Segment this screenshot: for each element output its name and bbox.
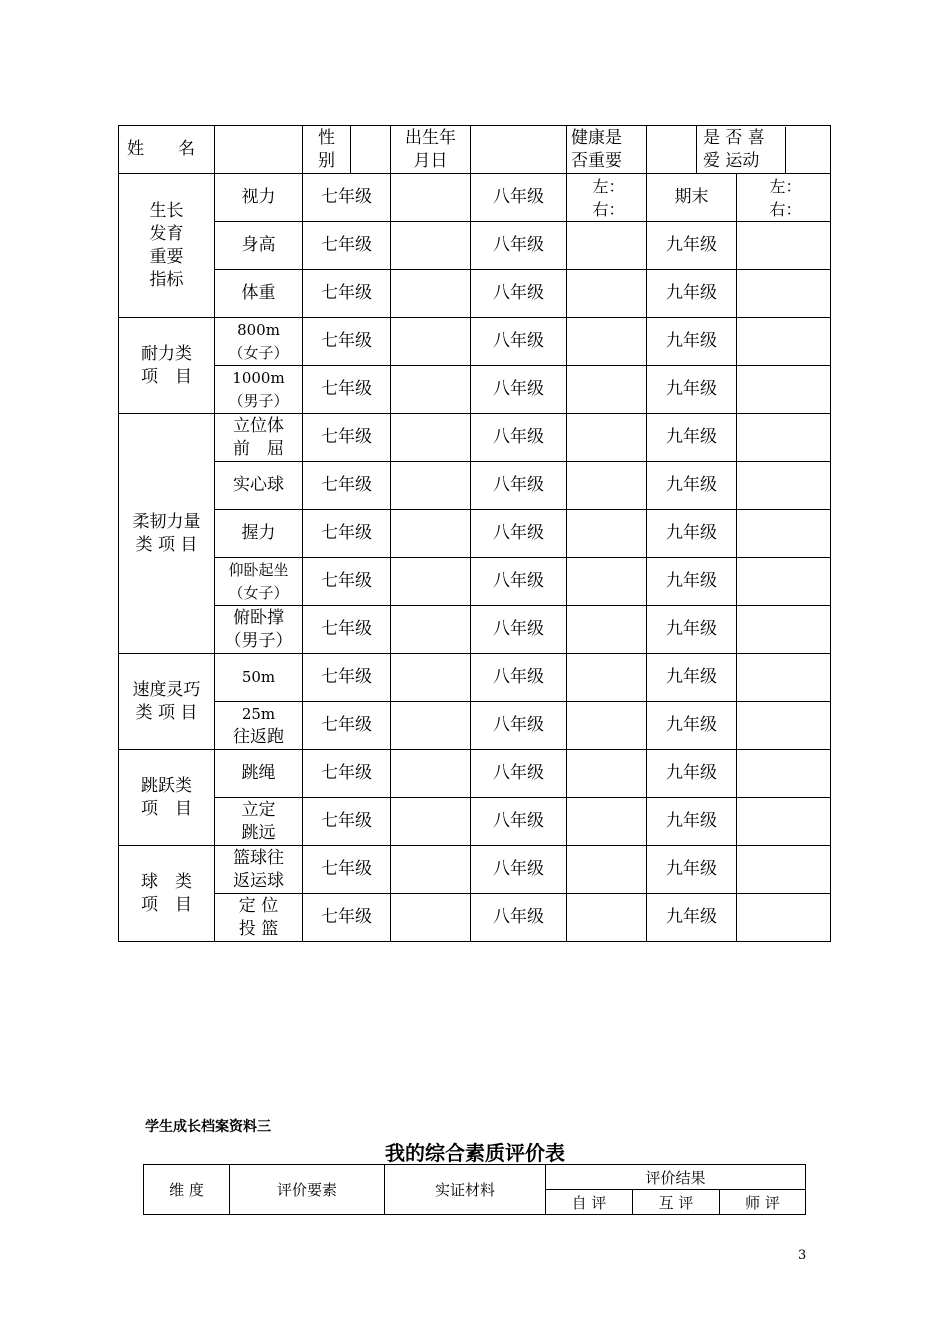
row-situps — [119, 558, 831, 606]
row-grip — [119, 510, 831, 558]
item-label: 50m — [215, 654, 303, 702]
page-number: 3 — [798, 1248, 807, 1263]
item-label: 立位体 前 屈 — [215, 414, 303, 462]
grade8-label: 八年级 — [471, 558, 567, 606]
grade9-value[interactable] — [737, 558, 831, 606]
grade7-value[interactable] — [391, 846, 471, 894]
item-label: 跳绳 — [215, 750, 303, 798]
grade8-label: 八年级 — [471, 414, 567, 462]
grade7-label: 七年级 — [303, 222, 391, 270]
grade7-value[interactable] — [391, 270, 471, 318]
grade7-value[interactable] — [391, 558, 471, 606]
group-endurance: 耐力类 项 目 — [119, 318, 215, 414]
grade8-value[interactable] — [567, 846, 647, 894]
grade8-value[interactable] — [567, 510, 647, 558]
grade8-label: 八年级 — [471, 318, 567, 366]
grade9-value[interactable] — [737, 750, 831, 798]
sport-cell — [697, 126, 831, 174]
grade9-value[interactable] — [737, 414, 831, 462]
health-label: 健康是 否重要 — [567, 126, 647, 174]
grade9-label: 九年级 — [647, 702, 737, 750]
grade7-label: 七年级 — [303, 462, 391, 510]
group-growth: 生长 发育 重要 指标 — [119, 174, 215, 318]
grade9-value[interactable] — [737, 462, 831, 510]
item-label: 25m 往返跑 — [215, 702, 303, 750]
grade7-label: 七年级 — [303, 894, 391, 942]
grade8-value[interactable] — [567, 702, 647, 750]
grade7-value[interactable] — [391, 366, 471, 414]
grade7-label: 七年级 — [303, 174, 391, 222]
item-label: 定 位 投 篮 — [215, 894, 303, 942]
grade9-value[interactable] — [737, 798, 831, 846]
grade8-value[interactable] — [567, 462, 647, 510]
grade7-value[interactable] — [391, 462, 471, 510]
grade7-label: 七年级 — [303, 318, 391, 366]
item-label: 视力 — [215, 174, 303, 222]
row-800m — [119, 318, 831, 366]
grade8-label: 八年级 — [471, 654, 567, 702]
grade7-label: 七年级 — [303, 702, 391, 750]
grade7-label: 七年级 — [303, 270, 391, 318]
grade8-value[interactable] — [567, 654, 647, 702]
grade7-value[interactable] — [391, 654, 471, 702]
grade9-value[interactable] — [737, 702, 831, 750]
grade8-label: 八年级 — [471, 606, 567, 654]
item-label: 仰卧起坐 （女子） — [215, 558, 303, 606]
grade8-label: 八年级 — [471, 510, 567, 558]
grade8-label: 八年级 — [471, 222, 567, 270]
evaluation-table — [143, 1164, 806, 1215]
grade7-label: 七年级 — [303, 558, 391, 606]
row-sit-reach — [119, 414, 831, 462]
grade8-value[interactable] — [567, 270, 647, 318]
grade7-label: 七年级 — [303, 846, 391, 894]
grade7-label: 七年级 — [303, 750, 391, 798]
sport-label: 是 否 喜 爱 运动 — [703, 127, 765, 171]
header-row — [119, 126, 831, 174]
item-label: 握力 — [215, 510, 303, 558]
grade7-value[interactable] — [391, 174, 471, 222]
grade9-value[interactable] — [737, 222, 831, 270]
grade8-label: 八年级 — [471, 174, 567, 222]
grade9-value[interactable] — [737, 654, 831, 702]
grade9-value[interactable] — [737, 846, 831, 894]
col-elements: 评价要素 — [230, 1165, 385, 1215]
grade7-value[interactable] — [391, 702, 471, 750]
row-shooting — [119, 894, 831, 942]
grade8-value[interactable] — [567, 318, 647, 366]
row-50m — [119, 654, 831, 702]
item-label: 立定 跳远 — [215, 798, 303, 846]
item-label: 篮球往 返运球 — [215, 846, 303, 894]
name-label: 姓 名 — [119, 126, 215, 174]
row-medicine-ball — [119, 462, 831, 510]
grade7-value[interactable] — [391, 894, 471, 942]
group-flex-strength: 柔韧力量 类 项 目 — [119, 414, 215, 654]
grade8-value[interactable] — [567, 222, 647, 270]
row-long-jump — [119, 798, 831, 846]
grade9-value[interactable] — [737, 606, 831, 654]
grade9-label: 九年级 — [647, 366, 737, 414]
col-peer: 互 评 — [633, 1190, 720, 1215]
grade7-value[interactable] — [391, 222, 471, 270]
grade7-label: 七年级 — [303, 606, 391, 654]
row-pushups — [119, 606, 831, 654]
grade8-value[interactable] — [567, 894, 647, 942]
col-self: 自 评 — [546, 1190, 633, 1215]
sport-value[interactable] — [785, 127, 828, 173]
name-value[interactable] — [215, 126, 303, 174]
item-label: 1000m （男子） — [215, 366, 303, 414]
grade9-label: 九年级 — [647, 414, 737, 462]
row-dribble — [119, 846, 831, 894]
grade9-label: 九年级 — [647, 654, 737, 702]
item-label: 俯卧撑 （男子） — [215, 606, 303, 654]
grade8-value[interactable] — [567, 366, 647, 414]
eye-left-right-value[interactable]: 左： 右： — [567, 174, 647, 222]
grade9-label: 九年级 — [647, 558, 737, 606]
grade8-label: 八年级 — [471, 750, 567, 798]
grade8-label: 八年级 — [471, 702, 567, 750]
grade7-label: 七年级 — [303, 414, 391, 462]
health-value[interactable] — [647, 126, 697, 174]
col-result: 评价结果 — [546, 1165, 806, 1190]
grade7-value[interactable] — [391, 510, 471, 558]
gender-value[interactable] — [351, 126, 391, 174]
row-1000m — [119, 366, 831, 414]
row-rope — [119, 750, 831, 798]
grade9-label: 九年级 — [647, 750, 737, 798]
row-vision — [119, 174, 831, 222]
row-shuttle — [119, 702, 831, 750]
grade9-value[interactable] — [737, 510, 831, 558]
item-label: 身高 — [215, 222, 303, 270]
grade9-label: 九年级 — [647, 318, 737, 366]
grade9-label: 九年级 — [647, 222, 737, 270]
row-height — [119, 222, 831, 270]
grade8-value[interactable] — [567, 414, 647, 462]
group-ball: 球 类 项 目 — [119, 846, 215, 942]
grade9-value[interactable] — [737, 366, 831, 414]
eval-header-row1 — [144, 1165, 806, 1190]
grade8-value[interactable] — [567, 798, 647, 846]
grade7-value[interactable] — [391, 798, 471, 846]
grade8-value[interactable] — [567, 750, 647, 798]
birth-value[interactable] — [471, 126, 567, 174]
evaluation-title: 我的综合素质评价表 — [385, 1141, 565, 1165]
gender-label: 性 别 — [303, 126, 351, 174]
grade9-label: 九年级 — [647, 270, 737, 318]
grade7-label: 七年级 — [303, 366, 391, 414]
item-label: 800m （女子） — [215, 318, 303, 366]
physical-record-table — [118, 125, 831, 942]
eye-left-right-final[interactable]: 左： 右： — [737, 174, 831, 222]
grade7-value[interactable] — [391, 414, 471, 462]
group-speed: 速度灵巧 类 项 目 — [119, 654, 215, 750]
group-jump: 跳跃类 项 目 — [119, 750, 215, 846]
col-evidence: 实证材料 — [385, 1165, 546, 1215]
grade8-label: 八年级 — [471, 846, 567, 894]
col-teacher: 师 评 — [720, 1190, 806, 1215]
grade8-label: 八年级 — [471, 462, 567, 510]
grade7-label: 七年级 — [303, 798, 391, 846]
grade8-label: 八年级 — [471, 270, 567, 318]
item-label: 体重 — [215, 270, 303, 318]
final-label: 期末 — [647, 174, 737, 222]
grade8-label: 八年级 — [471, 894, 567, 942]
grade7-value[interactable] — [391, 318, 471, 366]
grade8-value[interactable] — [567, 558, 647, 606]
grade8-label: 八年级 — [471, 366, 567, 414]
item-label: 实心球 — [215, 462, 303, 510]
grade9-label: 九年级 — [647, 510, 737, 558]
row-weight — [119, 270, 831, 318]
grade9-label: 九年级 — [647, 798, 737, 846]
grade7-value[interactable] — [391, 750, 471, 798]
grade7-label: 七年级 — [303, 654, 391, 702]
grade9-label: 九年级 — [647, 462, 737, 510]
birth-label: 出生年 月日 — [391, 126, 471, 174]
grade9-label: 九年级 — [647, 606, 737, 654]
grade9-label: 九年级 — [647, 846, 737, 894]
grade7-value[interactable] — [391, 606, 471, 654]
col-dimension: 维 度 — [144, 1165, 230, 1215]
grade9-label: 九年级 — [647, 894, 737, 942]
grade9-value[interactable] — [737, 270, 831, 318]
grade9-value[interactable] — [737, 894, 831, 942]
grade8-value[interactable] — [567, 606, 647, 654]
grade7-label: 七年级 — [303, 510, 391, 558]
grade8-label: 八年级 — [471, 798, 567, 846]
grade9-value[interactable] — [737, 318, 831, 366]
section-label: 学生成长档案资料三 — [145, 1119, 271, 1135]
